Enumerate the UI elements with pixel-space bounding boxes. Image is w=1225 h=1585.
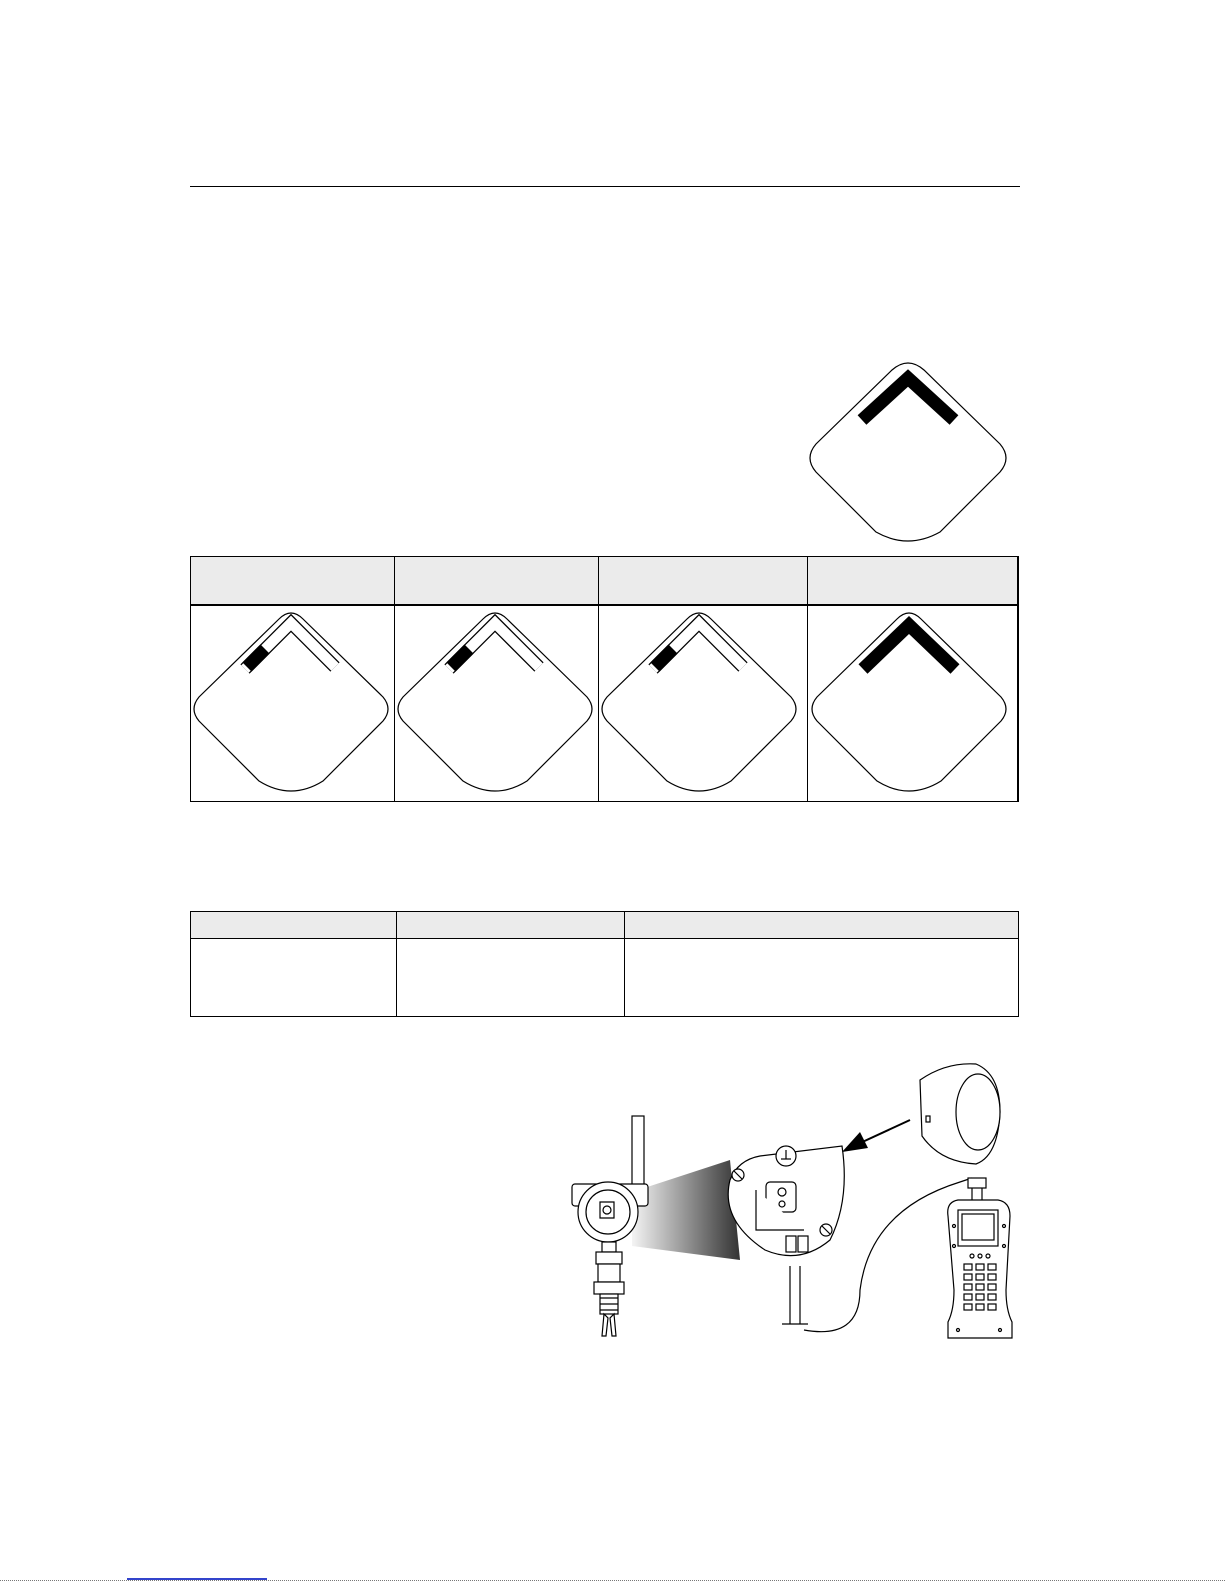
indicator-states-table <box>190 556 1019 802</box>
column-divider <box>598 557 599 801</box>
info-table <box>190 911 1019 1017</box>
diamond-indicator-full <box>811 605 1011 799</box>
wiring-figure <box>560 1060 1030 1350</box>
arrow-icon <box>842 1120 910 1152</box>
column-divider <box>394 557 395 801</box>
diamond-indicator-partial-3 <box>601 605 801 799</box>
footer-rule <box>0 1580 1225 1581</box>
projection-beam <box>632 1160 740 1260</box>
column-divider <box>807 557 808 801</box>
indicator-table-header <box>191 557 1017 606</box>
housing-cover-icon <box>920 1064 1000 1164</box>
footer-link-underline[interactable] <box>127 1578 267 1580</box>
diamond-indicator-full-large <box>806 362 1012 546</box>
column-divider <box>624 912 625 1016</box>
diamond-indicator-partial-1 <box>193 605 393 799</box>
terminal-compartment-icon <box>728 1146 844 1256</box>
diamond-indicator-partial-2 <box>397 605 597 799</box>
field-communicator-icon <box>948 1178 1012 1338</box>
header-rule <box>190 186 1020 187</box>
info-table-header <box>191 912 1018 939</box>
column-divider <box>396 912 397 1016</box>
